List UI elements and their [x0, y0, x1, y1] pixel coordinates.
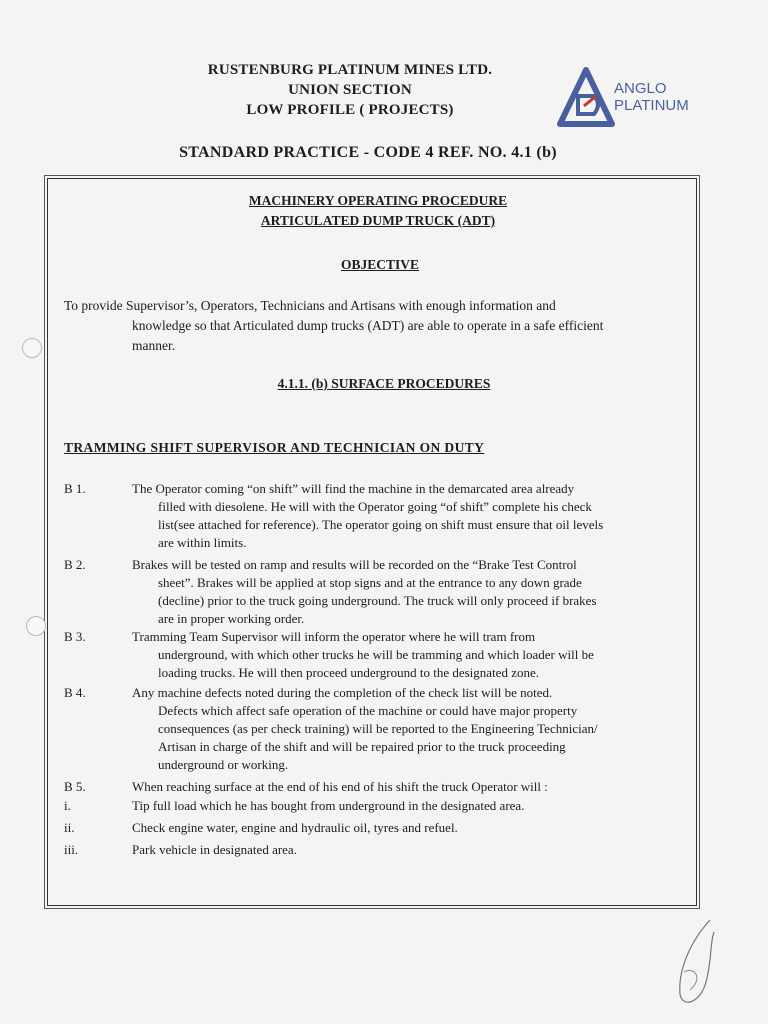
surface-procedures-heading: 4.1.1. (b) SURFACE PROCEDURES	[277, 376, 491, 391]
item-line: underground or working.	[158, 757, 289, 772]
item-text	[132, 684, 697, 774]
tramming-section-title: TRAMMING SHIFT SUPERVISOR AND TECHNICIAN ON DUTY	[64, 440, 485, 455]
item-number: iii.	[64, 842, 79, 857]
item-line: The Operator coming “on shift” will find the machine in the demarcated area already	[132, 481, 575, 496]
item-number: B 3.	[64, 629, 86, 644]
item-number: i.	[64, 798, 71, 813]
objective-line-2: knowledge so that Articulated dump trucks (ADT) are able to operate in a safe efficient	[132, 318, 604, 333]
company-name: RUSTENBURG PLATINUM MINES LTD.	[207, 62, 493, 78]
item-number: ii.	[64, 820, 75, 835]
item-number: B 5.	[64, 779, 86, 794]
objective-heading: OBJECTIVE	[340, 257, 420, 272]
objective-line-3: manner.	[132, 338, 176, 353]
punch-hole	[26, 616, 46, 636]
item-line: When reaching surface at the end of his end of his shift the truck Operator will :	[132, 779, 548, 794]
logo-text-anglo: ANGLO	[614, 80, 667, 97]
item-text	[132, 841, 697, 859]
item-line: Defects which affect safe operation of the machine or could have major property	[158, 703, 578, 718]
item-line: are within limits.	[158, 535, 247, 550]
item-number: B 4.	[64, 685, 86, 700]
item-line: Park vehicle in designated area.	[132, 842, 297, 857]
handwritten-signature-mark	[660, 912, 730, 1012]
procedure-title: MACHINERY OPERATING PROCEDURE	[248, 193, 508, 208]
item-text	[132, 628, 697, 682]
item-line: loading trucks. He will then proceed underground to the designated zone.	[158, 665, 539, 680]
item-line: sheet”. Brakes will be applied at stop signs and at the entrance to any down grade	[158, 575, 582, 590]
item-text	[132, 778, 697, 796]
item-text	[132, 480, 697, 552]
item-line: consequences (as per check training) will be reported to the Engineering Technician/	[158, 721, 598, 736]
item-line: underground, with which other trucks he will be tramming and which loader will be	[158, 647, 594, 662]
item-text	[132, 556, 697, 628]
item-line: Any machine defects noted during the completion of the check list will be noted.	[132, 685, 553, 700]
item-line: (decline) prior to the truck going underground. The truck will only proceed if brakes	[158, 593, 597, 608]
item-line: Check engine water, engine and hydraulic oil, tyres and refuel.	[132, 820, 458, 835]
section-name: UNION SECTION	[288, 82, 412, 98]
item-line: Tramming Team Supervisor will inform the operator where he will tram from	[132, 629, 536, 644]
profile-name: LOW PROFILE ( PROJECTS)	[246, 102, 454, 118]
objective-line-1: To provide Supervisor’s, Operators, Technicians and Artisans with enough information and	[64, 298, 556, 313]
item-number: B 1.	[64, 481, 86, 496]
item-line: list(see attached for reference). The operator going on shift must ensure that oil levels	[158, 517, 604, 532]
punch-hole	[22, 338, 42, 358]
standard-practice-ref: STANDARD PRACTICE - CODE 4 REF. NO. 4.1 (b)	[179, 144, 557, 161]
item-text	[132, 819, 697, 837]
item-number: B 2.	[64, 557, 86, 572]
item-line: Brakes will be tested on ramp and results will be recorded on the “Brake Test Control	[132, 557, 577, 572]
item-text	[132, 797, 697, 815]
item-line: Artisan in charge of the shift and will be repaired prior to the truck proceeding	[158, 739, 566, 754]
logo-text-platinum: PLATINUM	[614, 97, 689, 114]
item-line: filled with diesolene. He will with the Operator going “of shift” complete his check	[158, 499, 592, 514]
item-line: Tip full load which he has bought from underground in the designated area.	[132, 798, 525, 813]
procedure-subtitle: ARTICULATED DUMP TRUCK (ADT)	[260, 213, 496, 228]
item-line: are in proper working order.	[158, 611, 305, 626]
